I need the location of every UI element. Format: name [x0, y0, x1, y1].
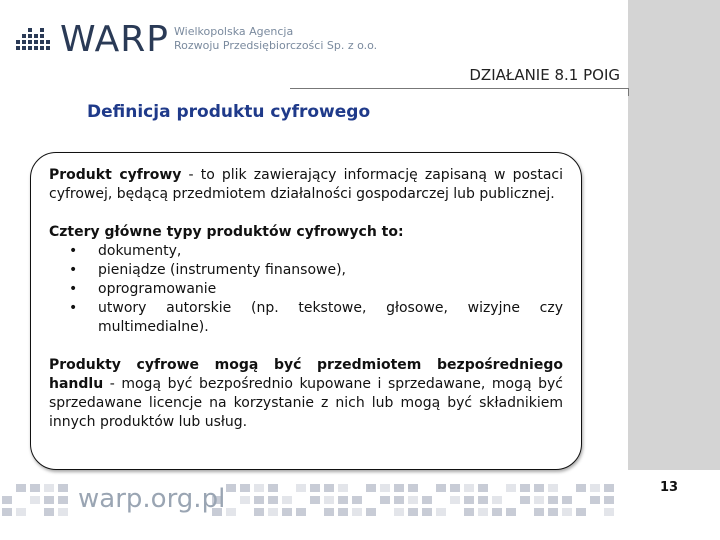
footer-square [408, 496, 418, 504]
trade-paragraph [49, 356, 563, 432]
footer-square [310, 496, 320, 504]
footer-square [604, 508, 614, 516]
footer-square [16, 484, 26, 492]
footer-square [380, 496, 390, 504]
footer-square [520, 496, 530, 504]
logo-subtitle-line-1: Wielkopolska Agencja [174, 25, 294, 38]
header-divider [290, 88, 628, 89]
footer-square [450, 496, 460, 504]
footer-square [282, 508, 292, 516]
footer-square [268, 496, 278, 504]
list-item: • utwory autorskie (np. tekstowe, głosowe, wizyjne czy multimedialne). [69, 300, 563, 335]
footer-square [562, 496, 572, 504]
footer-square [506, 484, 516, 492]
footer-square [338, 496, 348, 504]
footer-square [282, 496, 292, 504]
header-divider-corner [620, 88, 629, 96]
footer-square [30, 484, 40, 492]
footer-square [352, 496, 362, 504]
footer-square [268, 508, 278, 516]
footer-square [534, 508, 544, 516]
logo-squares-icon [16, 28, 56, 54]
footer-square [548, 484, 558, 492]
trade-text: - mogą być bezpośrednio kupowane i sprzedawane, mogą być sprzedawane licencje na korzystanie z nich lub mogą być składnikiem innych produktów lub usług. [49, 376, 563, 430]
footer-square [408, 508, 418, 516]
footer-square [16, 508, 26, 516]
footer-square [2, 496, 12, 504]
footer-square [366, 508, 376, 516]
slide-content [49, 166, 563, 432]
footer-square [268, 484, 278, 492]
footer-square [226, 484, 236, 492]
footer-square [352, 508, 362, 516]
footer-square [534, 496, 544, 504]
footer-square [576, 508, 586, 516]
footer-square [394, 508, 404, 516]
footer-square [380, 484, 390, 492]
footer-square [30, 496, 40, 504]
footer-square [492, 496, 502, 504]
trade-bold: Produkty cyfrowe mogą być przedmiotem bezpośredniego handlu [49, 357, 563, 392]
footer-square [226, 508, 236, 516]
footer-square [422, 496, 432, 504]
footer-square [44, 496, 54, 504]
footer-square [324, 508, 334, 516]
footer-square [464, 496, 474, 504]
logo-subtitle-line-2: Rozwoju Przedsiębiorczości Sp. z o.o. [174, 39, 378, 52]
footer-square [254, 508, 264, 516]
footer-square [44, 484, 54, 492]
logo-wordmark: WARP [60, 19, 169, 60]
definition-paragraph [49, 166, 563, 204]
footer-square [604, 496, 614, 504]
definition-term: Produkt cyfrowy [49, 167, 182, 183]
footer-square [44, 508, 54, 516]
footer-square [338, 508, 348, 516]
page-number: 13 [660, 480, 679, 495]
footer-square [436, 508, 446, 516]
footer-square [338, 484, 348, 492]
logo-subtitle [174, 25, 377, 53]
footer-square [478, 484, 488, 492]
definition-text: - to plik zawierający informację zapisaną w postaci cyfrowej, będącą przedmiotem działalności gospodarczej lub publicznej. [49, 167, 563, 202]
list-item: • oprogramowanie [69, 281, 217, 297]
footer-square [366, 484, 376, 492]
footer-square [506, 508, 516, 516]
footer-square [534, 484, 544, 492]
types-list [49, 242, 563, 337]
footer-square [478, 496, 488, 504]
footer-square [240, 496, 250, 504]
footer-square [2, 508, 12, 516]
footer-square [604, 484, 614, 492]
slide-title: Definicja produktu cyfrowego [87, 102, 371, 122]
footer-square [254, 496, 264, 504]
footer-square [324, 496, 334, 504]
action-label: DZIAŁANIE 8.1 POIG [469, 66, 620, 84]
footer-square [464, 484, 474, 492]
footer-square [492, 508, 502, 516]
list-item: • dokumenty, [69, 243, 182, 259]
footer-square [450, 484, 460, 492]
footer-square [520, 484, 530, 492]
footer-square [478, 508, 488, 516]
footer-square [590, 496, 600, 504]
footer-square [254, 484, 264, 492]
footer-square [58, 484, 68, 492]
footer-square [58, 508, 68, 516]
footer-square [310, 484, 320, 492]
footer-square [394, 484, 404, 492]
footer-square [408, 484, 418, 492]
list-item: • pieniądze (instrumenty finansowe), [69, 262, 346, 278]
footer-square [296, 508, 306, 516]
footer-square [548, 496, 558, 504]
footer-square [324, 484, 334, 492]
footer-square [422, 508, 432, 516]
right-side-strip [628, 0, 720, 540]
footer-square [576, 484, 586, 492]
footer-square [296, 484, 306, 492]
footer-square [562, 508, 572, 516]
footer-square [58, 496, 68, 504]
footer-square [394, 496, 404, 504]
types-heading: Cztery główne typy produktów cyfrowych to: [49, 224, 404, 240]
footer-square [548, 508, 558, 516]
footer-square [464, 508, 474, 516]
footer-url: warp.org.pl [78, 484, 226, 514]
footer-square [590, 484, 600, 492]
footer-square [436, 484, 446, 492]
footer-square [240, 484, 250, 492]
